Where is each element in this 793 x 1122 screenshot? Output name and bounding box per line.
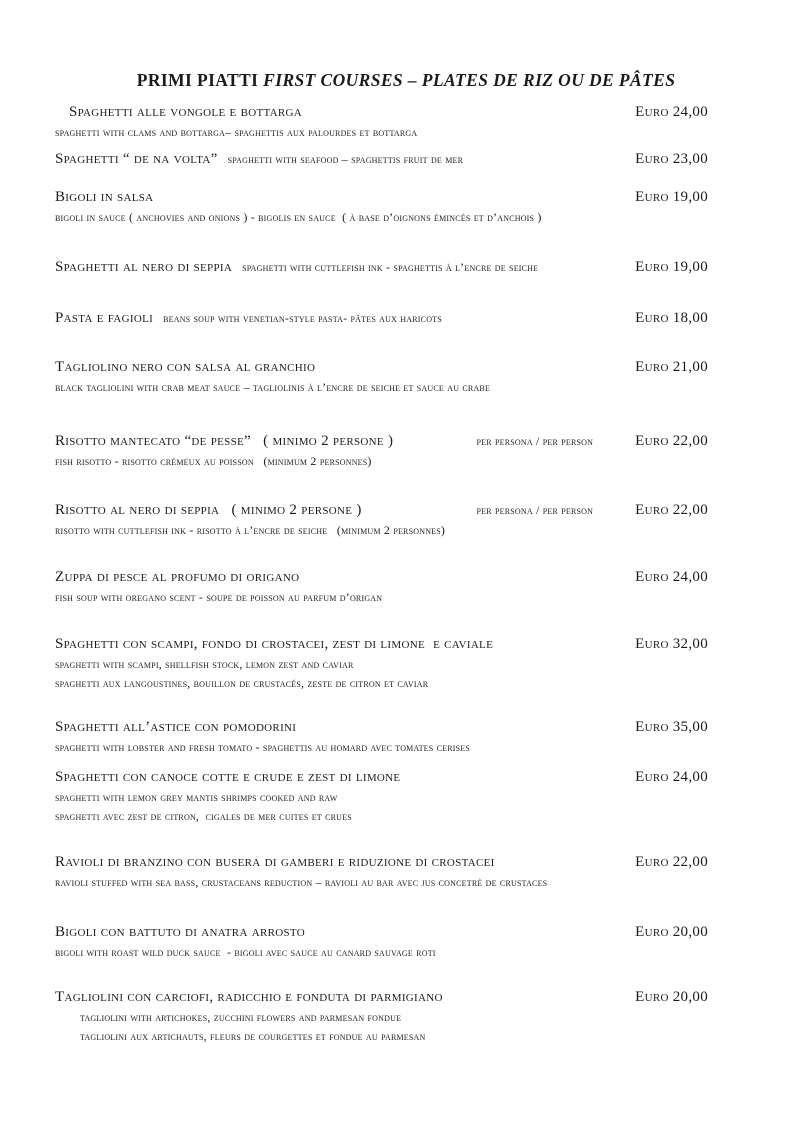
menu-item-row bbox=[55, 923, 708, 942]
dish-translation: tagliolini aux artichauts, fleurs de courgettes et fondue au parmesan bbox=[80, 1029, 426, 1043]
dish-name: Spaghetti con canoce cotte e crude e zest di limone bbox=[55, 769, 401, 785]
dish-name: Tagliolino nero con salsa al granchio bbox=[55, 359, 316, 375]
dish-translation: black tagliolini with crab meat sauce – tagliolinis à l’encre de seiche et sauce au crabe bbox=[55, 380, 491, 394]
dish-name: Spaghetti al nero di seppia bbox=[55, 259, 233, 275]
dish-translation: fish soup with oregano scent - soupe de poisson au parfum d’origan bbox=[55, 590, 383, 604]
per-person-note: per persona / per person bbox=[476, 503, 594, 517]
menu-item-row bbox=[55, 188, 708, 207]
menu-item-row bbox=[55, 568, 708, 587]
dish-name: Zuppa di pesce al profumo di origano bbox=[55, 569, 300, 585]
dish-translation: spaghetti aux langoustines, bouillon de crustacés, zeste de citron et caviar bbox=[55, 676, 429, 690]
menu-item-row bbox=[55, 635, 708, 654]
menu-item bbox=[55, 718, 708, 756]
dish-name: Pasta e fagioli bbox=[55, 310, 154, 326]
menu-item bbox=[55, 923, 708, 961]
menu-item bbox=[55, 258, 708, 277]
per-person-note: per persona / per person bbox=[476, 434, 594, 448]
menu-item-row bbox=[55, 853, 708, 872]
dish-price: Euro 32,00 bbox=[635, 636, 708, 652]
dish-price: Euro 21,00 bbox=[635, 359, 708, 375]
menu-item bbox=[55, 309, 708, 328]
dish-translation: bigoli with roast wild duck sauce - bigoli avec sauce au canard sauvage roti bbox=[55, 945, 436, 959]
page-title-main: PRIMI PIATTI bbox=[136, 70, 264, 90]
dish-price: Euro 20,00 bbox=[635, 989, 708, 1005]
menu-item bbox=[55, 768, 708, 825]
dish-price: Euro 24,00 bbox=[635, 104, 708, 120]
dish-translation: ravioli stuffed with sea bass, crustaceans reduction – ravioli au bar avec jus concetrè de crustaces bbox=[55, 875, 548, 889]
dish-price: Euro 22,00 bbox=[635, 502, 708, 518]
dish-price: Euro 23,00 bbox=[635, 151, 708, 167]
menu-item-row bbox=[55, 150, 708, 169]
dish-price: Euro 24,00 bbox=[635, 569, 708, 585]
dish-translation: fish risotto - risotto crémeux au poisson (minimum 2 personnes) bbox=[55, 454, 372, 468]
menu-item-row bbox=[55, 718, 708, 737]
dish-translation: bigoli in sauce ( anchovies and onions ) - bigolis en sauce ( à base d’oignons émincés et d’anchois ) bbox=[55, 210, 542, 224]
dish-translation: spaghetti with lobster and fresh tomato - spaghettis au homard avec tomates cerises bbox=[55, 740, 471, 754]
menu-item bbox=[55, 853, 708, 891]
menu-item bbox=[55, 188, 708, 226]
menu-item bbox=[55, 988, 708, 1045]
dish-name: Spaghetti all’astice con pomodorini bbox=[55, 719, 297, 735]
dish-translation: spaghetti with lemon grey mantis shrimps cooked and raw bbox=[55, 790, 338, 804]
menu-item bbox=[55, 150, 708, 169]
dish-name: Spaghetti “ de na volta” bbox=[55, 151, 218, 167]
dish-price: Euro 19,00 bbox=[635, 189, 708, 205]
menu-item-row bbox=[55, 258, 708, 277]
dish-price: Euro 19,00 bbox=[635, 259, 708, 275]
dish-translation: tagliolini with artichokes, zucchini flowers and parmesan fondue bbox=[80, 1010, 402, 1024]
menu-item bbox=[55, 432, 708, 470]
menu-item bbox=[55, 568, 708, 606]
dish-price: Euro 35,00 bbox=[635, 719, 708, 735]
menu-item bbox=[55, 358, 708, 396]
dish-price: Euro 22,00 bbox=[635, 433, 708, 449]
menu-item-row bbox=[55, 103, 708, 122]
dish-price: Euro 22,00 bbox=[635, 854, 708, 870]
menu-item bbox=[55, 501, 708, 539]
dish-name: Spaghetti con scampi, fondo di crostacei, zest di limone e caviale bbox=[55, 636, 494, 652]
dish-translation: risotto with cuttlefish ink - risotto à l’encre de seiche (minimum 2 personnes) bbox=[55, 523, 446, 537]
dish-translation-inline: spaghetti with cuttlefish ink - spaghettis à l’encre de seiche bbox=[242, 260, 539, 274]
menu-item-row bbox=[55, 432, 708, 451]
menu-item-row bbox=[55, 988, 708, 1007]
menu-item bbox=[55, 103, 708, 141]
menu-item-row bbox=[55, 309, 708, 328]
dish-translation: spaghetti with scampi, shellfish stock, lemon zest and caviar bbox=[55, 657, 354, 671]
dish-name: Tagliolini con carciofi, radicchio e fonduta di parmigiano bbox=[55, 989, 443, 1005]
menu-item-row bbox=[55, 501, 708, 520]
menu-item-row bbox=[55, 768, 708, 787]
dish-translation-inline: spaghetti with seafood – spaghettis fruit de mer bbox=[227, 152, 464, 166]
dish-translation: spaghetti avec zest de citron, cigales de mer cuites et crues bbox=[55, 809, 352, 823]
dish-name: Bigoli in salsa bbox=[55, 189, 154, 205]
dish-name: Spaghetti alle vongole e bottarga bbox=[69, 104, 302, 120]
dish-price: Euro 24,00 bbox=[635, 769, 708, 785]
menu-item-row bbox=[55, 358, 708, 377]
dish-translation-inline: beans soup with venetian-style pasta- pâtes aux haricots bbox=[163, 311, 442, 325]
dish-name: Bigoli con battuto di anatra arrosto bbox=[55, 924, 305, 940]
dish-name: Risotto al nero di seppia ( minimo 2 persone ) bbox=[55, 502, 362, 518]
menu-item bbox=[55, 635, 708, 692]
dish-price: Euro 20,00 bbox=[635, 924, 708, 940]
dish-name: Risotto mantecato “de pesse” ( minimo 2 persone ) bbox=[55, 433, 394, 449]
page-title-sub: FIRST COURSES – PLATES DE RIZ OU DE PÂTES bbox=[263, 70, 676, 90]
dish-name: Ravioli di branzino con busera di gamberi e riduzione di crostacei bbox=[55, 854, 495, 870]
dish-translation: spaghetti with clams and bottarga– spaghettis aux palourdes et bottarga bbox=[55, 125, 418, 139]
dish-price: Euro 18,00 bbox=[635, 310, 708, 326]
